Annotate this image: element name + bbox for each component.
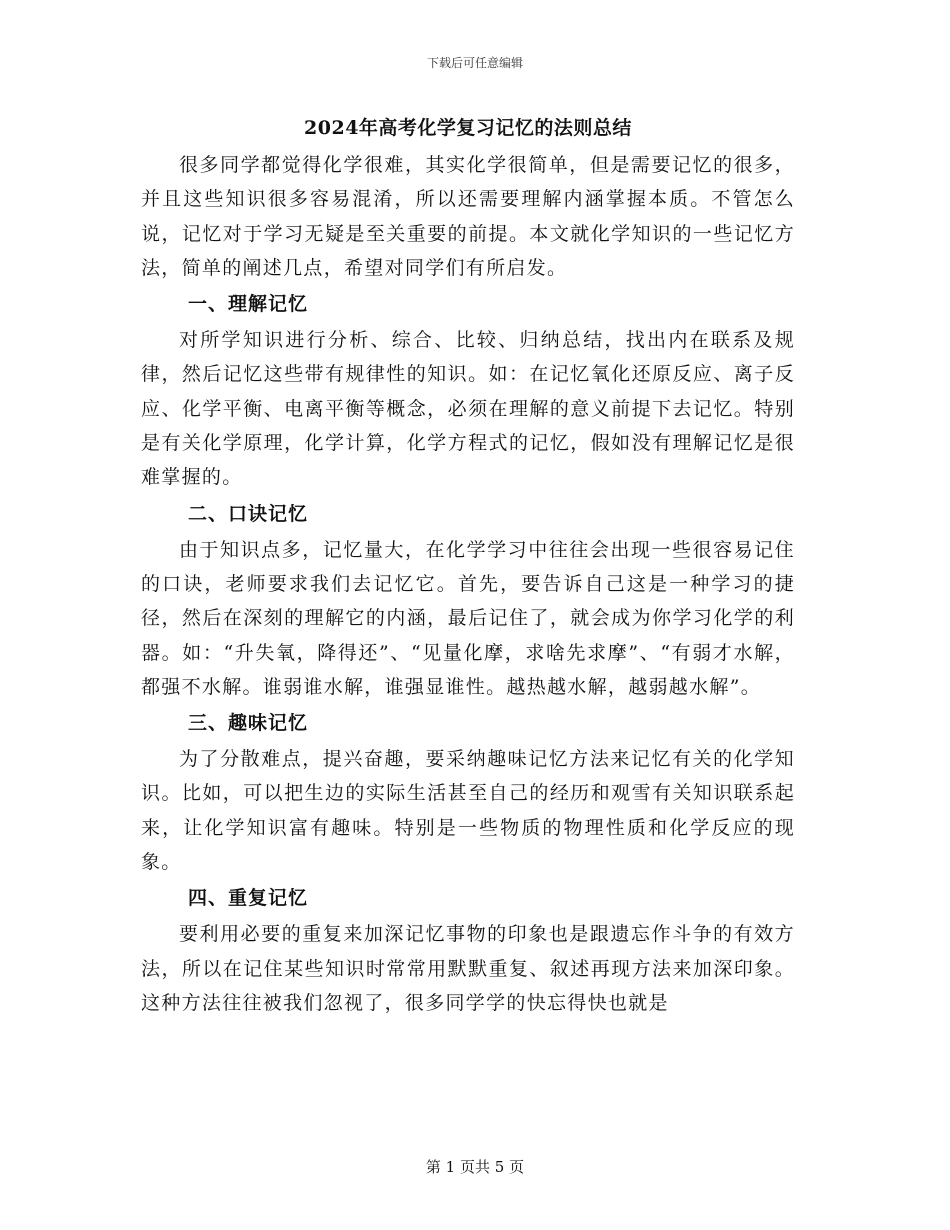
- document-title: 2024年高考化学复习记忆的法则总结: [304, 117, 632, 139]
- section-heading-interest: 三、趣味记忆: [188, 712, 309, 735]
- page-number: 第 1 页共 5 页: [425, 1158, 525, 1176]
- section-body-mnemonic: 由于知识点多，记忆量大，在化学学习中往往会出现一些很容易记住的口诀，老师要求我们去记忆它。首先，要告诉自己这是一种学习的捷径，然后在深刻的理解它的内涵，最后记住了，就会成为你学习化学的利器。如：“升失氧，降得还”、“见量化摩，求啥先求摩”、“有弱才水解，都强不水解。谁弱谁水解，谁强显谁性。越热越水解，越弱越水解”。: [141, 538, 795, 698]
- section-heading-mnemonic: 二、口诀记忆: [188, 502, 309, 525]
- section-body-interest: 为了分散难点，提兴奋趣，要采纳趣味记忆方法来记忆有关的化学知识。比如，可以把生边的实际生活甚至自己的经历和观雪有关知识联系起来，让化学知识富有趣味。特别是一些物质的物理性质和化学反应的现象。: [141, 748, 795, 874]
- section-body-understanding: 对所学知识进行分析、综合、比较、归纳总结，找出内在联系及规律，然后记忆这些带有规律性的知识。如：在记忆氧化还原反应、离子反应、化学平衡、电离平衡等概念，必须在理解的意义前提下去记忆。特别是有关化学原理，化学计算，化学方程式的记忆，假如没有理解记忆是很难掌握的。: [141, 329, 795, 489]
- section-body-repetition: 要利用必要的重复来加深记忆事物的印象也是跟遗忘作斗争的有效方法，所以在记住某些知识时常常用默默重复、叙述再现方法来加深印象。这种方法往往被我们忽视了，很多同学学的快忘得快也就是: [141, 923, 795, 1014]
- section-heading-repetition: 四、重复记忆: [188, 887, 309, 910]
- intro-paragraph: 很多同学都觉得化学很难，其实化学很简单，但是需要记忆的很多，并且这些知识很多容易混淆，所以还需要理解内涵掌握本质。不管怎么说，记忆对于学习无疑是至关重要的前提。本文就化学知识的一些记忆方法，简单的阐述几点，希望对同学们有所启发。: [141, 154, 795, 279]
- section-heading-understanding: 一、理解记忆: [188, 293, 309, 316]
- document-body: [141, 112, 795, 1020]
- page-header-note: 下载后可任意编辑: [426, 56, 523, 70]
